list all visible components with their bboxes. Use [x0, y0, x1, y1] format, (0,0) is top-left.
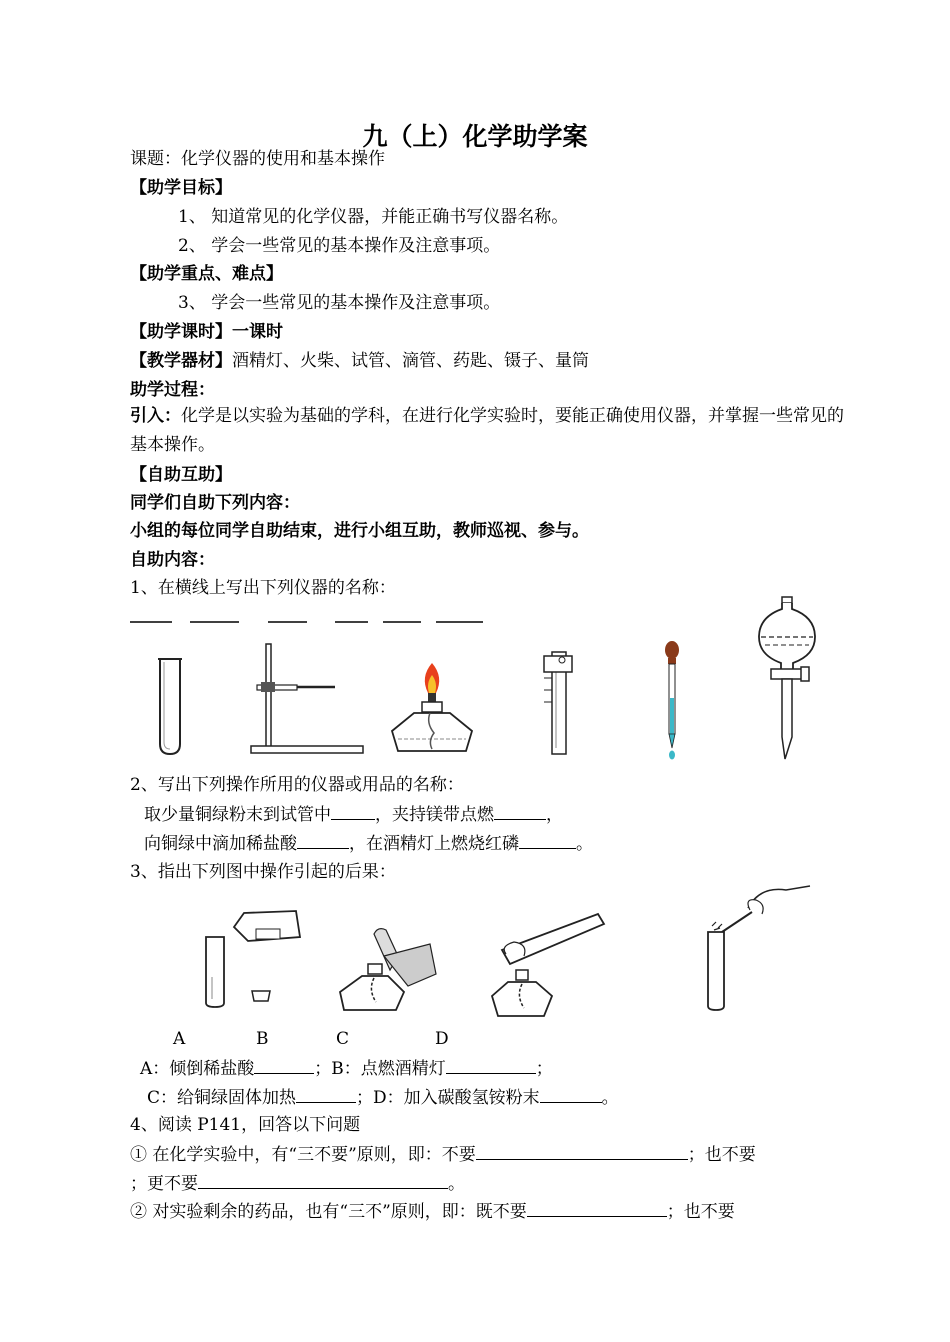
- answer-blank[interactable]: [519, 832, 576, 849]
- answer-blank[interactable]: [254, 1057, 314, 1074]
- separatory-funnel-icon: [757, 597, 817, 762]
- alcohol-lamp-icon: [392, 663, 482, 758]
- q3-line-1: [140, 1057, 553, 1080]
- q3-text: ；B：点燃酒精灯: [314, 1059, 446, 1079]
- question-4: 4、阅读 P141，回答以下问题: [130, 1115, 361, 1135]
- q4-text: ；更不要: [130, 1174, 198, 1194]
- q4-line-2: [130, 1172, 465, 1195]
- materials-text: 酒精灯、火柴、试管、滴管、药匙、镊子、量筒: [232, 351, 589, 371]
- question-2: 2、写出下列操作所用的仪器或用品的名称：: [130, 775, 464, 795]
- content-heading: 自助内容：: [130, 550, 215, 570]
- answer-blank[interactable]: [446, 1057, 536, 1074]
- materials-heading: 【教学器材】: [130, 351, 232, 371]
- add-powder-figure: [700, 882, 820, 1012]
- test-tube-icon: [157, 656, 187, 756]
- q3-text: 。: [601, 1088, 619, 1108]
- self-help-heading: 【自助互助】: [130, 465, 232, 485]
- question-1: 1、在横线上写出下列仪器的名称：: [130, 578, 396, 598]
- burette-clamp-icon: [540, 648, 580, 758]
- process-heading: 助学过程：: [130, 380, 215, 400]
- figure-label: B: [256, 1029, 269, 1049]
- self-help-line: 同学们自助下列内容：: [130, 493, 300, 513]
- dropper-icon: [660, 640, 684, 765]
- q4-text: ；也不要: [666, 1202, 735, 1222]
- materials: [130, 350, 589, 372]
- heat-solid-figure: [490, 910, 610, 1020]
- page-title: 九（上）化学助学案: [362, 122, 588, 151]
- q2-text: ，: [546, 805, 563, 825]
- goal-item: 2、 学会一些常见的基本操作及注意事项。: [178, 236, 501, 256]
- q2-line-2: [144, 832, 593, 855]
- iron-stand-icon: [249, 642, 364, 757]
- answer-blank[interactable]: [296, 1086, 356, 1103]
- goal-item: 1、 知道常见的化学仪器，并能正确书写仪器名称。: [178, 207, 569, 227]
- light-lamp-figure: [338, 926, 438, 1016]
- q3-text: C：给铜绿固体加热: [147, 1088, 297, 1108]
- q2-line-1: [144, 803, 563, 826]
- keypoints-heading: 【助学重点、难点】: [130, 264, 283, 284]
- question-3: 3、指出下列图中操作引起的后果：: [130, 862, 396, 882]
- q4-text: 。: [448, 1174, 465, 1194]
- q3-line-2: [147, 1086, 619, 1109]
- answer-blank[interactable]: [527, 1200, 667, 1217]
- self-help-line: 小组的每位同学自助结束，进行小组互助，教师巡视、参与。: [130, 521, 589, 541]
- figure-label: D: [435, 1029, 449, 1049]
- q3-text: A：倾倒稀盐酸: [140, 1059, 255, 1079]
- intro-text: 化学是以实验为基础的学科，在进行化学实验时，要能正确使用仪器，并掌握一些常见的基本操作。: [130, 406, 844, 455]
- answer-blank[interactable]: [198, 1172, 448, 1189]
- answer-blank[interactable]: [476, 1143, 688, 1160]
- q2-text: 取少量铜绿粉末到试管中: [144, 805, 331, 825]
- answer-blank[interactable]: [297, 832, 349, 849]
- q4-text: ① 在化学实验中，有“三不要”原则，即：不要: [130, 1145, 476, 1165]
- answer-blank[interactable]: [331, 803, 375, 820]
- pour-liquid-figure: [204, 907, 304, 1007]
- q4-line-1: [130, 1143, 756, 1166]
- q4-text: ② 对实验剩余的药品，也有“三不”原则，即：既不要: [130, 1202, 527, 1222]
- q3-text: ；: [535, 1059, 553, 1079]
- q4-text: ；也不要: [687, 1145, 756, 1165]
- q2-text: 。: [576, 834, 593, 854]
- intro-label: 引入：: [130, 406, 181, 426]
- answer-blank[interactable]: [494, 803, 546, 820]
- q4-line-3: [130, 1200, 735, 1223]
- q2-text: ，在酒精灯上燃烧红磷: [349, 834, 519, 854]
- goals-heading: 【助学目标】: [130, 178, 232, 198]
- period: 【助学课时】一课时: [130, 322, 283, 342]
- topic: 课题：化学仪器的使用和基本操作: [130, 149, 385, 169]
- q2-text: 向铜绿中滴加稀盐酸: [144, 834, 297, 854]
- q3-text: ；D：加入碳酸氢铵粉末: [356, 1088, 540, 1108]
- keypoint-item: 3、 学会一些常见的基本操作及注意事项。: [178, 293, 501, 313]
- q2-text: ，夹持镁带点燃: [375, 805, 494, 825]
- figure-label: A: [173, 1029, 186, 1049]
- answer-blank[interactable]: [540, 1086, 602, 1103]
- figure-label: C: [336, 1029, 350, 1049]
- intro: [130, 402, 850, 460]
